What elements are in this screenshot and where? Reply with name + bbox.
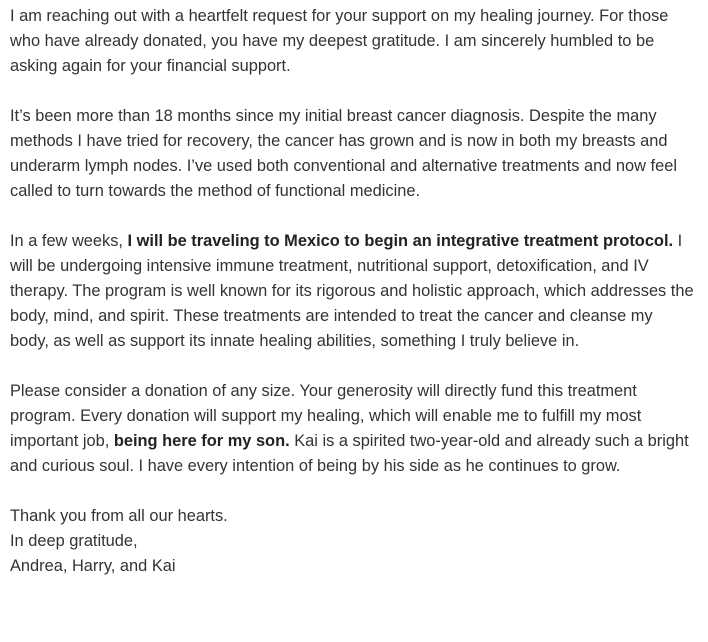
treatment-highlight: I will be traveling to Mexico to begin an integrative treatment protocol. — [127, 232, 674, 250]
story-paragraph-appeal — [10, 379, 694, 479]
closing-signoff: In deep gratitude, — [10, 532, 138, 550]
closing-names: Andrea, Harry, and Kai — [10, 557, 176, 575]
treatment-text-before: In a few weeks, — [10, 232, 128, 250]
appeal-text-before: Please consider a donation of any size. Your generosity will directly fund this treatment program. Every donation will support my healing, which will enable me to fulfill my most important job, — [10, 382, 642, 450]
appeal-highlight: being here for my son. — [113, 432, 290, 450]
appeal-text-after: Kai is a spirited two-year-old and already such a bright and curious soul. I have every intention of being by his side as he continues to grow. — [10, 432, 689, 475]
treatment-text-after: I will be undergoing intensive immune treatment, nutritional support, detoxification, and IV therapy. The program is well known for its rigorous and holistic approach, which addresses the body, mind, and spirit. These treatments are intended to treat the cancer and cleanse my body, as well as support its innate healing abilities, something I truly believe in. — [10, 232, 694, 350]
story-paragraph-diagnosis: It’s been more than 18 months since my initial breast cancer diagnosis. Despite the many methods I have tried for recovery, the cancer has grown and is now in both my breasts and underarm lymph nodes. I’ve used both conventional and alternative treatments and now feel called to turn towards the method of functional medicine. — [10, 107, 677, 200]
story-closing — [10, 504, 694, 579]
story-paragraph-treatment — [10, 229, 694, 354]
story-paragraph-intro: I am reaching out with a heartfelt request for your support on my healing journey. For those who have already donated, you have my deepest gratitude. I am sincerely humbled to be asking again for your financial support. — [10, 7, 669, 75]
closing-thanks: Thank you from all our hearts. — [10, 507, 228, 525]
